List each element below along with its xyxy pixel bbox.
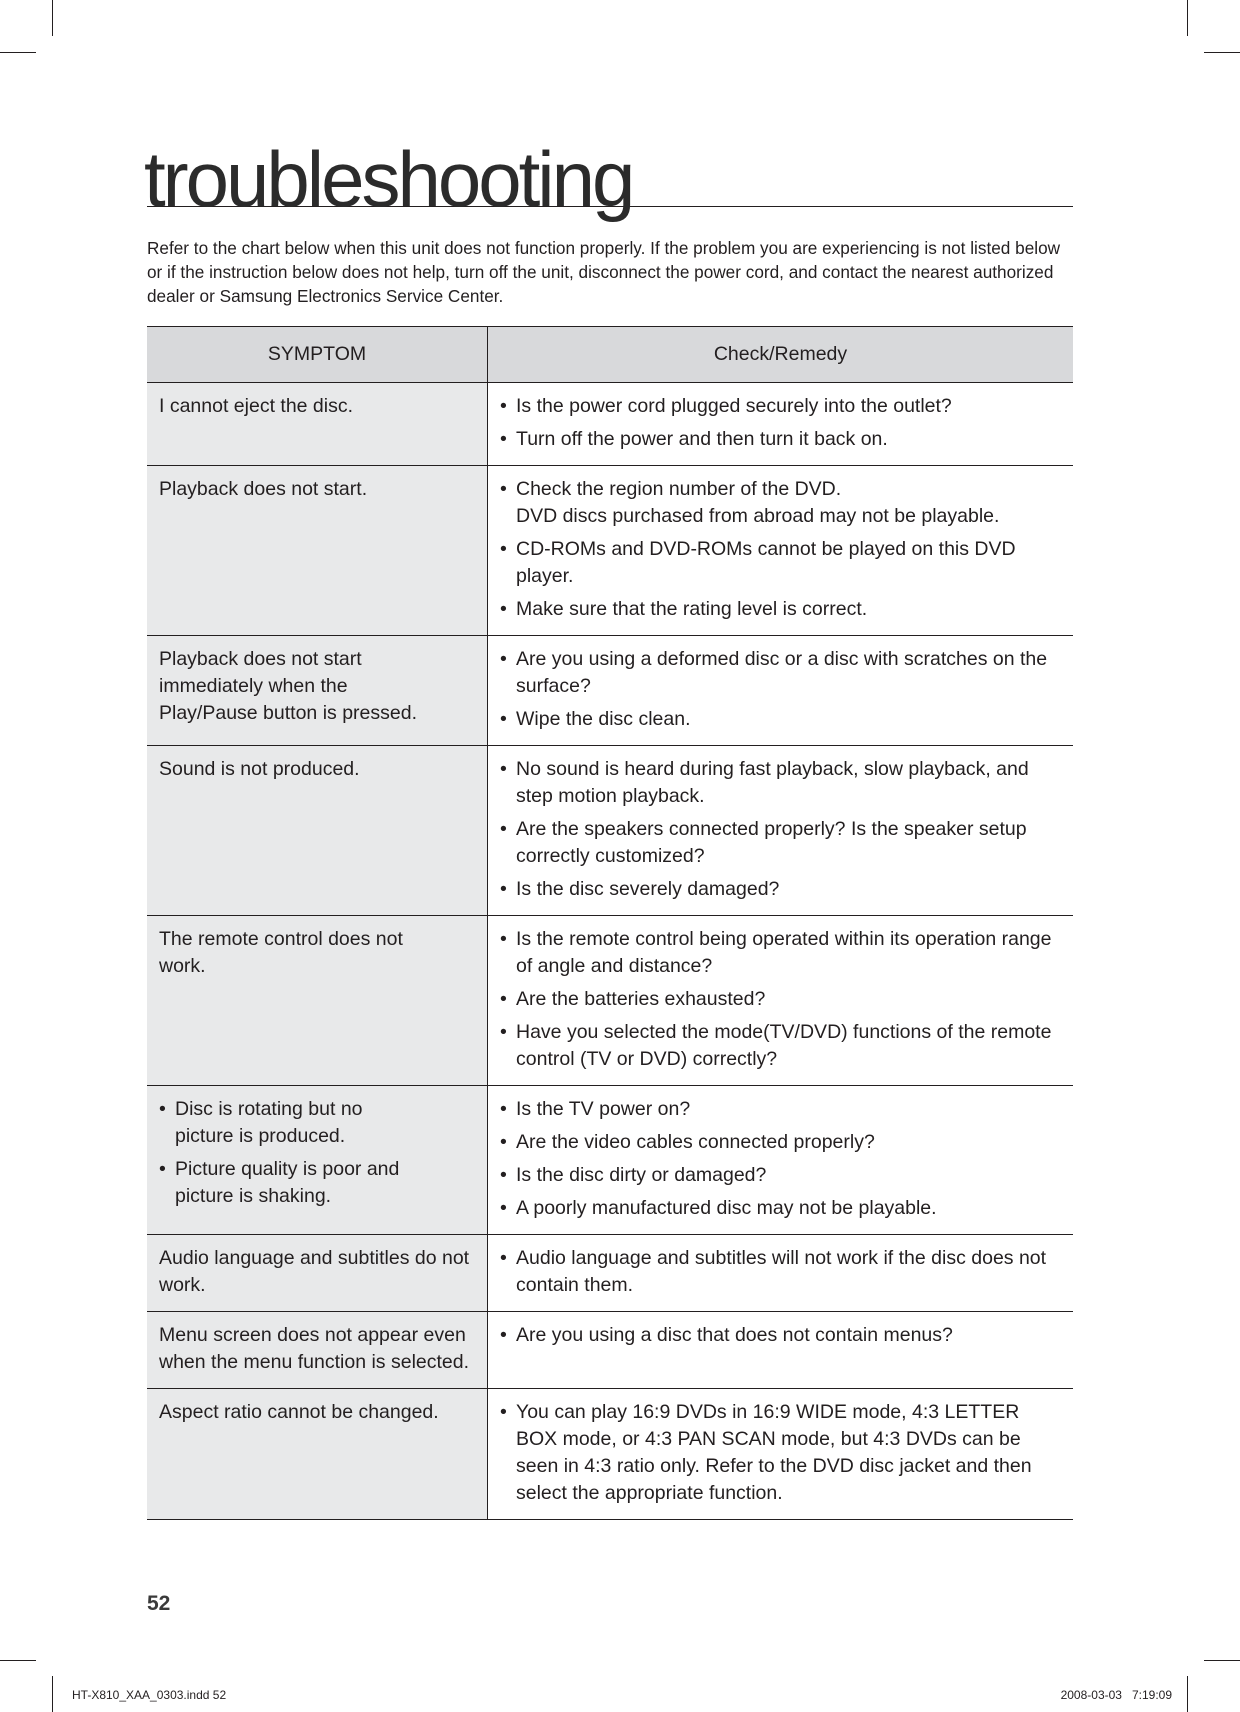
symptom-text: Audio language and subtitles do not work. (159, 1247, 470, 1296)
table-row (147, 383, 1073, 466)
remedy-cell (488, 383, 1074, 466)
table-row (147, 916, 1073, 1086)
remedy-item: • Is the power cord plugged securely into the outlet? (500, 393, 1063, 420)
crop-mark (0, 52, 36, 53)
symptom-item: • Disc is rotating but no picture is produced. (159, 1096, 405, 1150)
crop-mark (0, 1660, 36, 1661)
remedy-cell (488, 746, 1074, 916)
remedy-item: • You can play 16:9 DVDs in 16:9 WIDE mode, 4:3 LETTER BOX mode, or 4:3 PAN SCAN mode, but 4:3 DVDs can be seen in 4:3 ratio only. Refer to the DVD disc jacket and then select the appropriate function. (500, 1399, 1063, 1507)
crop-mark (1204, 1660, 1240, 1661)
remedy-item: • Are you using a deformed disc or a disc with scratches on the surface? (500, 646, 1063, 700)
crop-mark (1187, 1676, 1188, 1712)
remedy-cell (488, 1389, 1074, 1520)
remedy-item: • CD-ROMs and DVD-ROMs cannot be played on this DVD player. (500, 536, 1063, 590)
remedy-item: • No sound is heard during fast playback, slow playback, and step motion playback. (500, 756, 1063, 810)
remedy-header: Check/Remedy (488, 327, 1074, 383)
remedy-cell (488, 1312, 1074, 1389)
page-number: 52 (147, 1592, 171, 1615)
symptom-header: SYMPTOM (147, 327, 488, 383)
symptom-item: • Picture quality is poor and picture is shaking. (159, 1156, 425, 1210)
remedy-item: • Are the video cables connected properly? (500, 1129, 1063, 1156)
symptom-cell (147, 916, 488, 1086)
title-rule (144, 130, 1073, 223)
footer-filename: HT-X810_XAA_0303.indd 52 (72, 1688, 227, 1702)
page-title: troubleshooting (144, 135, 633, 223)
table-row (147, 466, 1073, 636)
table-row (147, 1235, 1073, 1312)
symptom-cell (147, 1389, 488, 1520)
symptom-text: Playback does not start immediately when the Play/Pause button is pressed. (159, 648, 417, 724)
crop-mark (1204, 52, 1240, 53)
intro-paragraph: Refer to the chart below when this unit does not function properly. If the problem you are experiencing is not listed below or if the instruction below does not help, turn off the unit, disconnect the power cord, and contact the nearest authorized dealer or Samsung Electronics Service Center. (147, 238, 1061, 306)
symptom-text: Sound is not produced. (159, 758, 360, 780)
remedy-item: • Is the TV power on? (500, 1096, 1063, 1123)
symptom-text: Playback does not start. (159, 478, 368, 500)
remedy-item: • Audio language and subtitles will not work if the disc does not contain them. (500, 1245, 1063, 1299)
remedy-item (500, 476, 1063, 530)
crop-mark (52, 1676, 53, 1712)
table-row (147, 1389, 1073, 1520)
symptom-text: The remote control does not work. (159, 928, 403, 977)
symptom-cell (147, 1235, 488, 1312)
symptom-cell (147, 466, 488, 636)
remedy-item: • Is the disc dirty or damaged? (500, 1162, 1063, 1189)
table-row (147, 746, 1073, 916)
symptom-text: Menu screen does not appear even when the menu function is selected. (159, 1324, 470, 1373)
crop-mark (52, 0, 53, 36)
symptom-text: Aspect ratio cannot be changed. (159, 1401, 439, 1423)
crop-mark (1187, 0, 1188, 36)
table-header-row (147, 327, 1073, 383)
symptom-cell (147, 383, 488, 466)
remedy-item: • Is the disc severely damaged? (500, 876, 1063, 903)
remedy-item-note: DVD discs purchased from abroad may not be playable. (516, 505, 1000, 527)
remedy-item: • Is the remote control being operated within its operation range of angle and distance? (500, 926, 1063, 980)
remedy-item: • Wipe the disc clean. (500, 706, 1063, 733)
symptom-text: I cannot eject the disc. (159, 395, 354, 417)
remedy-item: • Are you using a disc that does not contain menus? (500, 1322, 1063, 1349)
footer-timestamp: 2008-03-03 7:19:09 (1060, 1688, 1172, 1702)
remedy-item-text: • Check the region number of the DVD. (516, 478, 842, 500)
symptom-cell (147, 1312, 488, 1389)
remedy-cell (488, 916, 1074, 1086)
remedy-cell (488, 636, 1074, 746)
table-row (147, 1312, 1073, 1389)
remedy-cell (488, 1086, 1074, 1235)
remedy-item: • Are the speakers connected properly? Is the speaker setup correctly customized? (500, 816, 1063, 870)
remedy-cell (488, 466, 1074, 636)
remedy-cell (488, 1235, 1074, 1312)
troubleshooting-table (147, 326, 1073, 1520)
remedy-item: • A poorly manufactured disc may not be playable. (500, 1195, 1063, 1222)
symptom-cell (147, 1086, 488, 1235)
table-row (147, 1086, 1073, 1235)
symptom-cell (147, 636, 488, 746)
remedy-item: • Are the batteries exhausted? (500, 986, 1063, 1013)
remedy-item: • Turn off the power and then turn it back on. (500, 426, 1063, 453)
remedy-item: • Have you selected the mode(TV/DVD) functions of the remote control (TV or DVD) correctly? (500, 1019, 1063, 1073)
table-row (147, 636, 1073, 746)
remedy-item: • Make sure that the rating level is correct. (500, 596, 1063, 623)
symptom-cell (147, 746, 488, 916)
